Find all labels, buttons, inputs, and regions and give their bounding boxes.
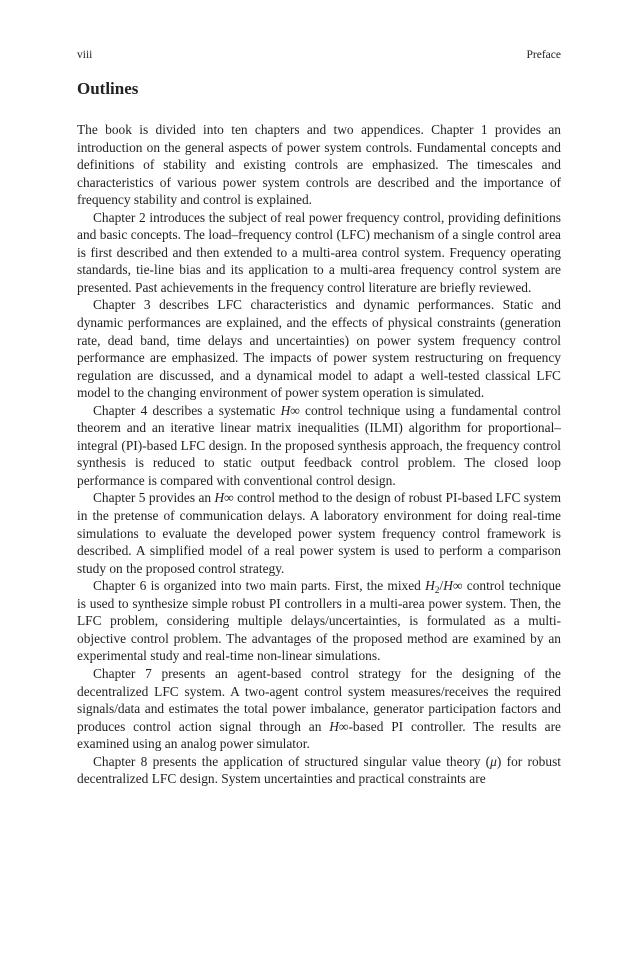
section-body: [77, 121, 561, 788]
mu-symbol: μ: [490, 753, 497, 769]
h-infinity-symbol: H∞: [443, 578, 463, 594]
section-title: Outlines: [77, 79, 139, 98]
paragraph-7-part-b: -based PI controller. The results are examined using an analog power simulator.: [77, 718, 561, 752]
paragraph-6-part-b: control technique is used to synthesize simple robust PI controllers in a multi-area power system. Then, the LFC problem, considering multiple delays/uncertainties, is formulated as a multi-objective control problem. The advantages of the proposed method are examined by an experimental study and real-time non-linear simulations.: [77, 578, 561, 664]
paragraph-8-part-b: ) for robust decentralized LFC design. System uncertainties and practical constraints are: [77, 753, 562, 787]
h2-subscript: 2: [434, 586, 440, 597]
paragraph-6-part-a: Chapter 6 is organized into two main parts. First, the mixed: [93, 578, 426, 594]
paragraph-1: The book is divided into ten chapters and two appendices. Chapter 1 provides an introduction on the general aspects of power system controls. Fundamental concepts and definitions of stability and existing controls are emphasized. The timescales and characteristics of various power system controls are described and the importance of frequency stability and control is explained.: [77, 122, 561, 208]
paragraph-8-part-a: Chapter 8 presents the application of structured singular value theory (: [93, 753, 491, 769]
paragraph-4-part-a: Chapter 4 describes a systematic: [93, 402, 281, 418]
page: [77, 48, 561, 788]
paragraph-2: Chapter 2 introduces the subject of real power frequency control, providing definitions and basic concepts. The load–frequency control (LFC) mechanism of a single control area is first described and then extended to a multi-area control system. Frequency operating standards, tie-line bias and its application to a multi-area frequency control system are presented. Past achievements in the frequency control literature are briefly reviewed.: [77, 209, 561, 295]
paragraph-4-part-b: control technique using a fundamental control theorem and an iterative linear matrix inequalities (ILMI) algorithm for proportional–integral (PI)-based LFC design. In the proposed synthesis approach, the frequency control synthesis is reduced to static output feedback control problem. The closed loop performance is compared with conventional control design.: [77, 402, 561, 488]
h-infinity-symbol: H∞: [214, 490, 234, 506]
paragraph-4: [77, 402, 561, 490]
paragraph-5: [77, 489, 561, 577]
running-header: [77, 48, 561, 62]
running-title: Preface: [526, 49, 561, 61]
paragraph-6: [77, 577, 561, 665]
paragraph-7-part-a: Chapter 7 presents an agent-based control strategy for the designing of the decentralized LFC system. A two-agent control system measures/receives the required signals/data and estimates the total power imbalance, generator participation factors and produces control action signal through an: [77, 665, 561, 734]
paragraph-7: [77, 665, 561, 753]
paragraph-8: [77, 753, 561, 788]
paragraph-5-part-b: control method to the design of robust PI-based LFC system in the pretense of communication delays. A laboratory environment for doing real-time simulations to evaluate the developed power system frequency control framework is described. A simplified model of a real power system is used to perform a comparison study on the proposed control strategy.: [77, 490, 561, 576]
paragraph-3: Chapter 3 describes LFC characteristics and dynamic performances. Static and dynamic performances are explained, and the effects of physical constraints (generation rate, dead band, time delays and uncertainties) on power system frequency control performance are emphasized. The impacts of power system restructuring on frequency regulation are discussed, and a dynamical model to adapt a well-tested classical LFC model to the changing environment of power system operation is simulated.: [77, 297, 561, 401]
paragraph-5-part-a: Chapter 5 provides an: [93, 490, 215, 506]
h2-symbol: H: [425, 578, 435, 594]
h-infinity-symbol: H∞: [280, 402, 300, 418]
slash-symbol: /: [439, 578, 444, 594]
h-infinity-symbol: H∞: [329, 718, 349, 734]
page-number: viii: [77, 49, 93, 61]
